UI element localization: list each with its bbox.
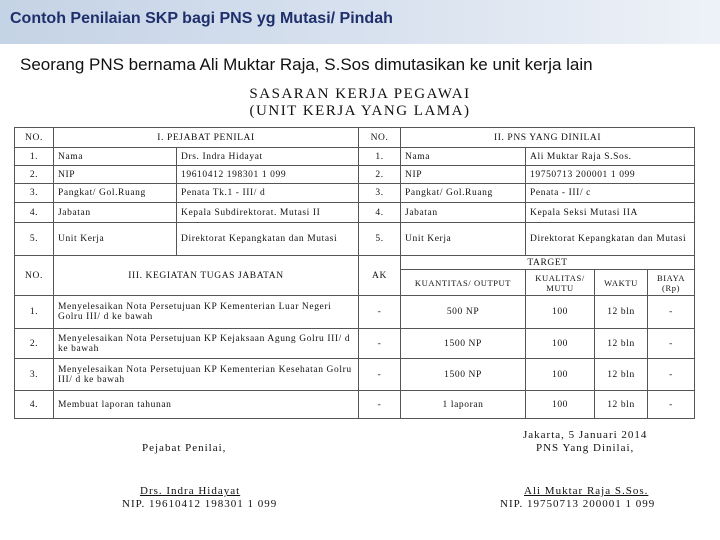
task-header-no: NO.	[15, 256, 54, 296]
task-kualitas: 100	[526, 391, 595, 419]
task-header-target: TARGET	[401, 256, 695, 270]
left-signer-role: Pejabat Penilai,	[142, 442, 227, 454]
cell-value2: Ali Muktar Raja S.Sos.	[526, 148, 695, 166]
table-row	[15, 148, 695, 166]
cell-no: 1.	[15, 148, 54, 166]
header-no: NO.	[15, 128, 54, 148]
cell-label: Nama	[54, 148, 177, 166]
task-ak: -	[359, 329, 401, 359]
task-kegiatan: Menyelesaikan Nota Persetujuan KP Kementerian Kesehatan Golru III/ d ke bawah	[54, 359, 359, 391]
cell-no: 3.	[15, 184, 54, 203]
table-row	[15, 329, 695, 359]
document-title-line1: SASARAN KERJA PEGAWAI	[249, 86, 471, 102]
right-signer-role: PNS Yang Dinilai,	[536, 442, 635, 454]
task-header-waktu: WAKTU	[595, 270, 648, 296]
task-kegiatan: Menyelesaikan Nota Persetujuan KP Kementerian Luar Negeri Golru III/ d ke bawah	[54, 296, 359, 329]
cell-value: Penata Tk.1 - III/ d	[177, 184, 359, 203]
cell-value: Drs. Indra Hidayat	[177, 148, 359, 166]
cell-no2: 1.	[359, 148, 401, 166]
task-ak: -	[359, 359, 401, 391]
cell-label: Jabatan	[54, 203, 177, 223]
header-no2: NO.	[359, 128, 401, 148]
task-waktu: 12 bln	[595, 296, 648, 329]
cell-label2: Pangkat/ Gol.Ruang	[401, 184, 526, 203]
cell-value: Direktorat Kepangkatan dan Mutasi	[177, 223, 359, 256]
task-kuantitas: 1 laporan	[401, 391, 526, 419]
table-row	[15, 391, 695, 419]
task-header-ak: AK	[359, 256, 401, 296]
cell-label2: Unit Kerja	[401, 223, 526, 256]
task-kualitas: 100	[526, 296, 595, 329]
table-row	[15, 223, 695, 256]
task-no: 3.	[15, 359, 54, 391]
cell-label: Unit Kerja	[54, 223, 177, 256]
table-row	[15, 296, 695, 329]
task-header-biaya: BIAYA (Rp)	[648, 270, 695, 296]
task-kualitas: 100	[526, 359, 595, 391]
task-kegiatan: Menyelesaikan Nota Persetujuan KP Kejaksaan Agung Golru III/ d ke bawah	[54, 329, 359, 359]
cell-no2: 4.	[359, 203, 401, 223]
task-kegiatan: Membuat laporan tahunan	[54, 391, 359, 419]
task-biaya: -	[648, 391, 695, 419]
task-no: 4.	[15, 391, 54, 419]
cell-label2: Jabatan	[401, 203, 526, 223]
task-kuantitas: 1500 NP	[401, 359, 526, 391]
header-pejabat-penilai: I. PEJABAT PENILAI	[54, 128, 359, 148]
task-kuantitas: 500 NP	[401, 296, 526, 329]
cell-label: Pangkat/ Gol.Ruang	[54, 184, 177, 203]
task-header-kegiatan: III. KEGIATAN TUGAS JABATAN	[54, 256, 359, 296]
cell-label2: Nama	[401, 148, 526, 166]
task-kualitas: 100	[526, 329, 595, 359]
cell-no: 5.	[15, 223, 54, 256]
cell-value2: Penata - III/ c	[526, 184, 695, 203]
task-header-row	[15, 256, 695, 270]
table-row	[15, 166, 695, 184]
left-signer-nip: NIP. 19610412 198301 1 099	[122, 498, 278, 510]
task-biaya: -	[648, 296, 695, 329]
task-biaya: -	[648, 359, 695, 391]
right-signer-nip: NIP. 19750713 200001 1 099	[500, 498, 656, 510]
document-title	[0, 86, 720, 120]
slide-subtitle: Seorang PNS bernama Ali Muktar Raja, S.Sos dimutasikan ke unit kerja lain	[20, 55, 593, 74]
cell-value: 19610412 198301 1 099	[177, 166, 359, 184]
right-signer-name: Ali Muktar Raja S.Sos.	[524, 485, 649, 497]
cell-value2: Direktorat Kepangkatan dan Mutasi	[526, 223, 695, 256]
task-header-kualitas: KUALITAS/ MUTU	[526, 270, 595, 296]
task-biaya: -	[648, 329, 695, 359]
cell-value: Kepala Subdirektorat. Mutasi II	[177, 203, 359, 223]
task-waktu: 12 bln	[595, 391, 648, 419]
cell-no2: 3.	[359, 184, 401, 203]
table-header-row	[15, 128, 695, 148]
task-ak: -	[359, 296, 401, 329]
cell-no: 4.	[15, 203, 54, 223]
cell-label2: NIP	[401, 166, 526, 184]
cell-label: NIP	[54, 166, 177, 184]
document-title-line2: (UNIT KERJA YANG LAMA)	[249, 103, 471, 119]
task-no: 1.	[15, 296, 54, 329]
left-signer-name: Drs. Indra Hidayat	[140, 485, 241, 497]
cell-no: 2.	[15, 166, 54, 184]
place-date: Jakarta, 5 Januari 2014	[523, 429, 648, 441]
task-no: 2.	[15, 329, 54, 359]
task-header-kuantitas: KUANTITAS/ OUTPUT	[401, 270, 526, 296]
cell-value2: 19750713 200001 1 099	[526, 166, 695, 184]
slide-title: Contoh Penilaian SKP bagi PNS yg Mutasi/ Pindah	[10, 10, 393, 27]
header-pns-dinilai: II. PNS YANG DINILAI	[401, 128, 695, 148]
task-waktu: 12 bln	[595, 329, 648, 359]
table-row	[15, 203, 695, 223]
cell-value2: Kepala Seksi Mutasi IIA	[526, 203, 695, 223]
task-ak: -	[359, 391, 401, 419]
skp-table	[14, 127, 695, 419]
table-row	[15, 359, 695, 391]
cell-no2: 5.	[359, 223, 401, 256]
cell-no2: 2.	[359, 166, 401, 184]
task-kuantitas: 1500 NP	[401, 329, 526, 359]
slide-header-bar	[0, 0, 720, 44]
task-waktu: 12 bln	[595, 359, 648, 391]
table-row	[15, 184, 695, 203]
